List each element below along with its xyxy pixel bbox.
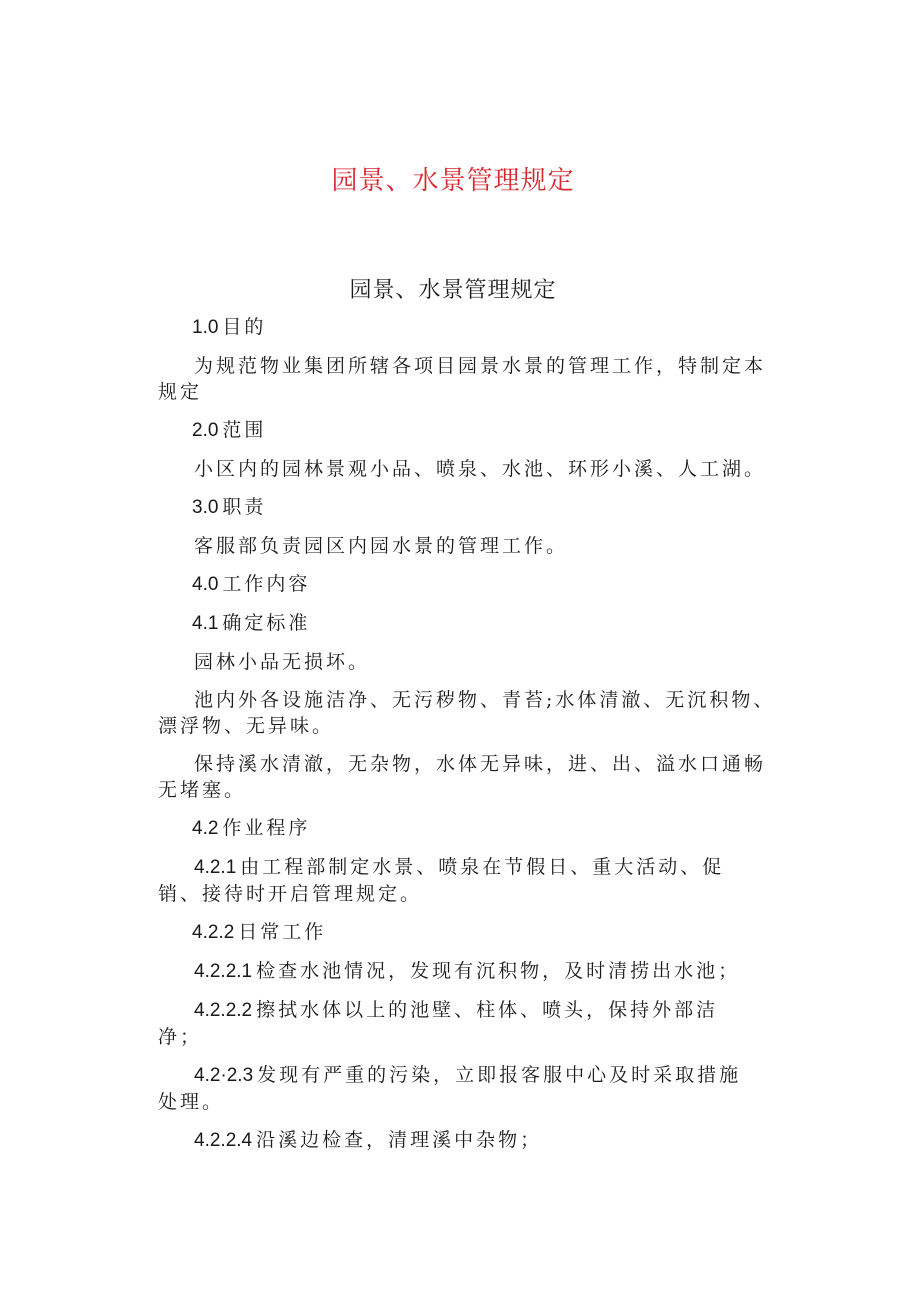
paragraph (158, 687, 778, 739)
paragraph-line: 客服部负责园区内园水景的管理工作。 (194, 535, 569, 557)
document-body (158, 314, 778, 1166)
paragraph-line: 漂浮物、无异味。 (158, 715, 335, 737)
section-title: 职责 (222, 496, 267, 518)
section-number: 3.0 (192, 497, 219, 518)
paragraph-line (158, 854, 778, 881)
item-number: 4.2.1 (194, 857, 237, 878)
paragraph-line: 小区内的园林景观小品、喷泉、水池、环形小溪、人工湖。 (194, 458, 767, 480)
document-title: 园景、水景管理规定 (349, 278, 557, 303)
section-title: 日常工作 (238, 921, 327, 943)
section-heading-4-2-2 (158, 919, 778, 946)
item-text: 沿溪边检查，清理溪中杂物； (256, 1129, 543, 1151)
paragraph-line: 池内外各设施洁净、无污秽物、青苔;水体清澈、无沉积物、 (194, 689, 776, 711)
paragraph-line (158, 958, 778, 985)
paragraph-line: 为规范物业集团所辖各项目园景水景的管理工作，特制定本 (194, 355, 767, 377)
paragraph (158, 533, 778, 559)
section-title: 范围 (222, 419, 267, 441)
section-title: 作业程序 (222, 817, 311, 839)
paragraph-line: 规定 (158, 381, 203, 403)
paragraph-line (158, 1062, 778, 1089)
paragraph (158, 649, 778, 675)
section-heading-4-1 (158, 610, 778, 637)
section-heading-1 (158, 314, 778, 341)
paragraph-line: 无堵塞。 (158, 779, 247, 801)
paragraph (158, 353, 778, 405)
section-title: 确定标准 (222, 612, 311, 634)
item-number: 4.2·2.3 (194, 1065, 254, 1086)
paragraph (158, 751, 778, 803)
item-number: 4.2.2.4 (194, 1130, 253, 1151)
paragraph-line: 园林小品无损坏。 (194, 651, 371, 673)
section-heading-4-2 (158, 815, 778, 842)
item-number: 4.2.2.1 (194, 961, 253, 982)
section-number: 4.1 (192, 613, 219, 634)
paragraph (158, 456, 778, 482)
item-text: 由工程部制定水景、喷泉在节假日、重大活动、促 (240, 856, 725, 878)
section-title: 工作内容 (222, 573, 311, 595)
paragraph (158, 854, 778, 907)
item-text: 检查水池情况，发现有沉积物，及时清捞出水池； (256, 960, 741, 982)
section-number: 2.0 (192, 420, 219, 441)
paragraph-line: 净； (158, 1026, 203, 1048)
paragraph-line (158, 997, 778, 1024)
section-title: 目的 (222, 316, 267, 338)
section-number: 4.2.2 (192, 922, 235, 943)
section-number: 1.0 (192, 317, 219, 338)
item-number: 4.2.2.2 (194, 1000, 253, 1021)
paragraph (158, 1062, 778, 1115)
item-text: 发现有严重的污染，立即报客服中心及时采取措施 (257, 1064, 742, 1086)
red-document-title: 园景、水景管理规定 (331, 166, 575, 196)
paragraph (158, 1127, 778, 1154)
paragraph (158, 997, 778, 1050)
section-heading-4 (158, 571, 778, 598)
section-heading-2 (158, 417, 778, 444)
paragraph-line (158, 1127, 778, 1154)
paragraph-line: 处理。 (158, 1091, 225, 1113)
paragraph-line: 销、接待时开启管理规定。 (158, 883, 423, 905)
paragraph-line: 保持溪水清澈，无杂物，水体无异味，进、出、溢水口通畅 (194, 753, 767, 775)
section-heading-3 (158, 494, 778, 521)
section-number: 4.0 (192, 574, 219, 595)
paragraph (158, 958, 778, 985)
section-number: 4.2 (192, 818, 219, 839)
item-text: 擦拭水体以上的池壁、柱体、喷头，保持外部洁 (256, 999, 719, 1021)
